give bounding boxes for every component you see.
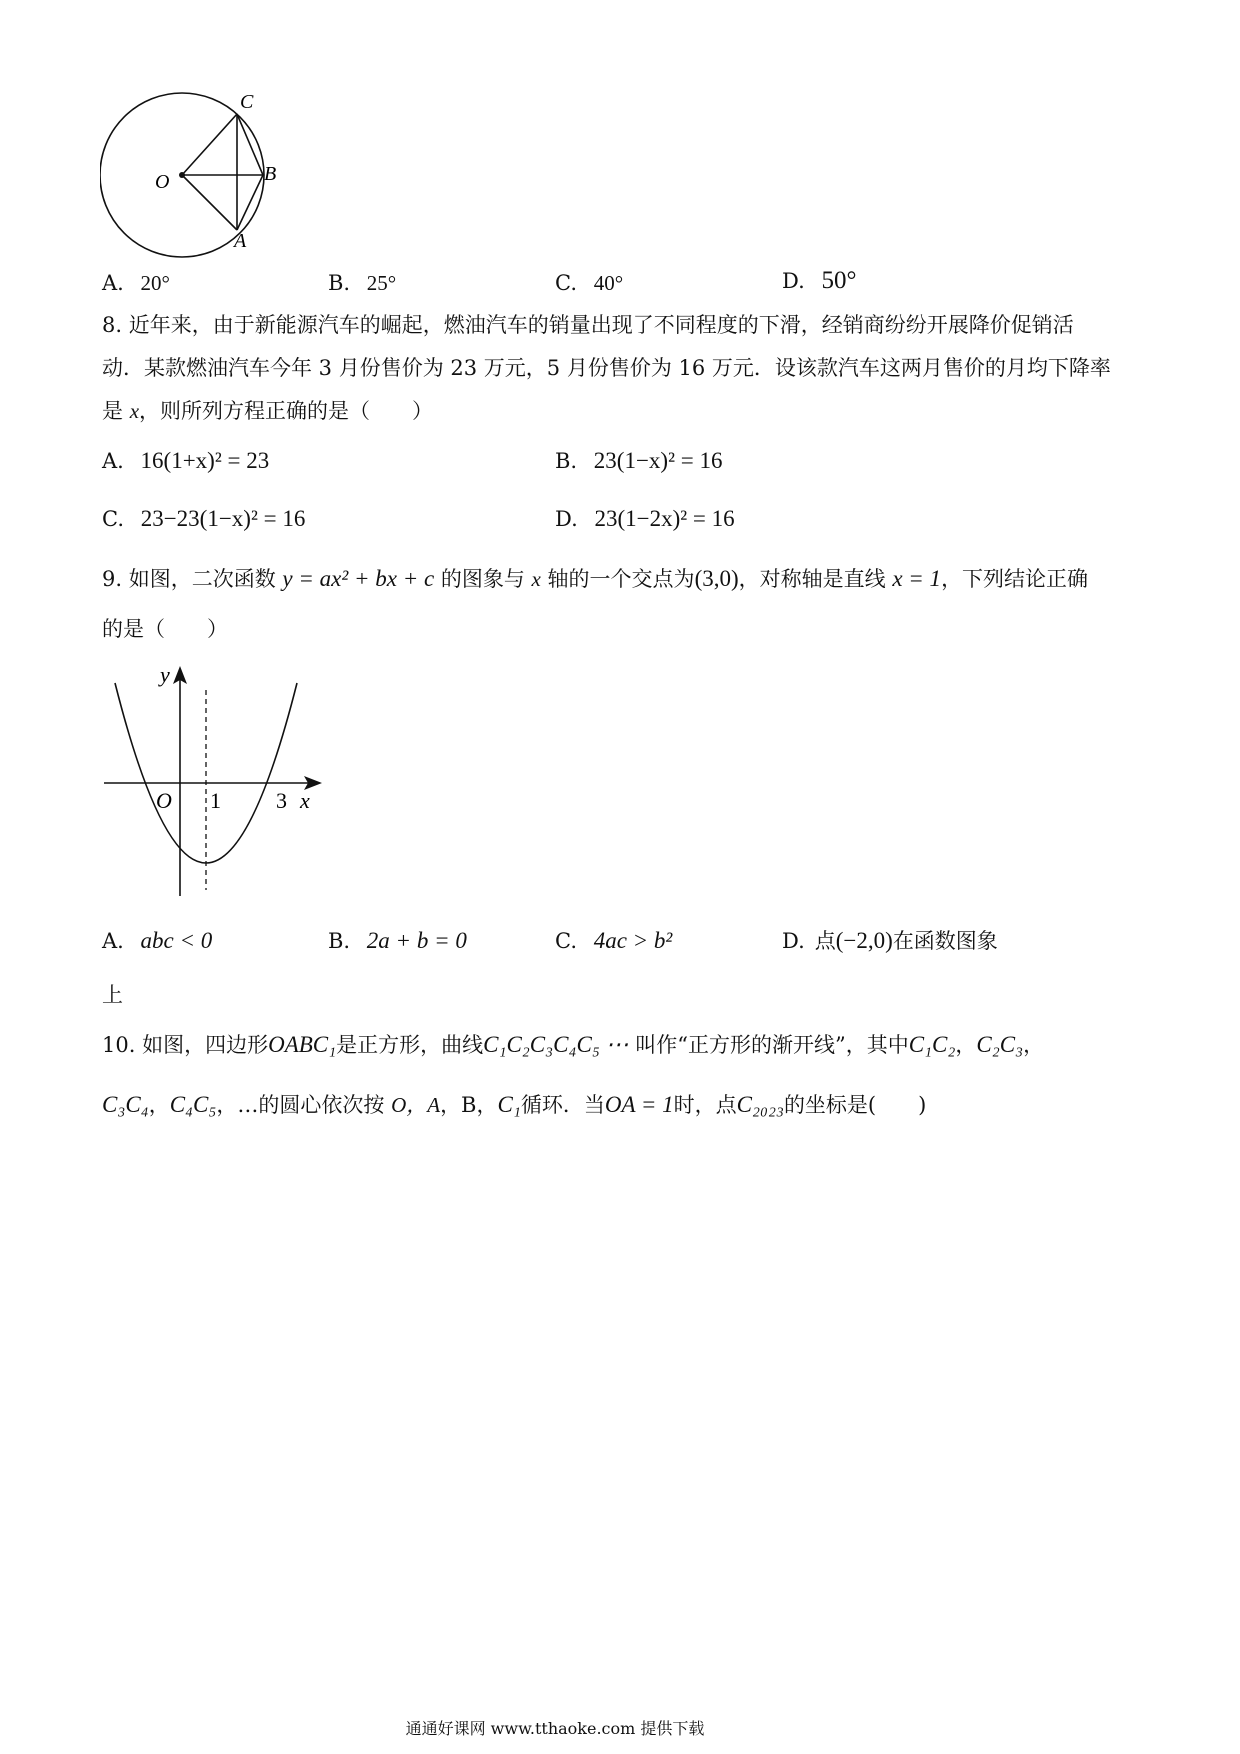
q10-condition: OA = 1 <box>604 1092 674 1117</box>
q7-option-d <box>782 266 856 296</box>
q10-line1-a: 10. 如图，四边形 <box>102 1033 269 1057</box>
q9-option-c <box>555 926 672 956</box>
q10-line2 <box>102 1090 926 1120</box>
label-b: B <box>264 163 277 185</box>
q9-line1-e: ，下列结论正确 <box>941 567 1089 591</box>
option-label: A. <box>102 449 124 473</box>
q9-function: y = ax² + bx + c <box>282 566 435 591</box>
q10-line1-c: 叫作“正方形的渐开线”，其中 <box>628 1033 909 1057</box>
q9-line1-c: 轴的一个交点为 <box>540 567 695 591</box>
q7-option-a <box>102 268 170 298</box>
option-label: D. <box>782 929 805 953</box>
q10-line2-c: 循环．当 <box>520 1093 605 1117</box>
option-formula: 16(1+x)² = 23 <box>140 448 270 473</box>
option-label: A. <box>102 929 124 953</box>
segment-cb <box>237 114 263 175</box>
q9-line1-d: ，对称轴是直线 <box>738 567 893 591</box>
parabola-graph <box>100 658 325 903</box>
option-text: 50° <box>821 267 857 294</box>
option-formula: 2a + b = 0 <box>366 928 467 953</box>
q8-line3-b: ，则所列方程正确的是（ ） <box>139 399 434 423</box>
q8-line2: 动．某款燃油汽车今年 3 月份售价为 23 万元，5 月份售价为 16 万元．设该款汽车这两月售价的月均下降率 <box>102 356 1111 380</box>
y-axis-label: y <box>160 662 170 687</box>
q9-axis-of-symmetry: x = 1 <box>892 566 942 591</box>
option-label: D. <box>782 269 805 293</box>
q10-line2-d: 时，点 <box>673 1093 737 1117</box>
option-label: A. <box>102 271 124 295</box>
label-a: A <box>234 230 247 252</box>
option-text: 20° <box>140 271 170 295</box>
q9-line2: 的是（ ） <box>102 617 228 641</box>
option-text: 25° <box>366 271 397 295</box>
option-text-a: 点 <box>814 929 836 953</box>
q10-target-point: C₂₀₂₃ <box>736 1092 784 1117</box>
q9-line1-b: 的图象与 <box>434 567 532 591</box>
origin-label: O <box>156 788 172 813</box>
option-formula: 23(1−2x)² = 16 <box>594 506 735 531</box>
q9-line1-a: 9. 如图，二次函数 <box>102 567 283 591</box>
q10-line1 <box>102 1030 1044 1060</box>
q9-intersection-point: (3,0) <box>694 566 739 591</box>
q8-option-d <box>555 504 735 534</box>
q8-option-c <box>102 504 305 534</box>
q10-arc-3: C₃C₄ <box>102 1092 149 1117</box>
q10-separator: ， <box>955 1033 977 1057</box>
q8-line1: 8. 近年来，由于新能源汽车的崛起，燃油汽车的销量出现了不同程度的下滑，经销商纷纷开展降价促销活 <box>102 313 1074 337</box>
q8-option-a <box>102 446 269 476</box>
q10-line2-a: ，…的圆心依次按 <box>216 1093 392 1117</box>
q9-line1 <box>102 564 1088 594</box>
q7-option-b <box>328 268 396 298</box>
q10-arc-2: C₂C₃ <box>976 1032 1024 1057</box>
q10-centers: O，A <box>391 1093 441 1117</box>
option-label: C. <box>555 271 577 295</box>
q8-line3 <box>102 396 433 426</box>
x-axis-label: x <box>300 788 310 813</box>
q10-c1: C₁ <box>497 1092 521 1117</box>
option-formula: abc < 0 <box>140 928 213 953</box>
option-label: B. <box>555 449 578 473</box>
q8-var-x: x <box>129 399 140 423</box>
q10-arc-1: C₁C₂ <box>908 1032 956 1057</box>
center-point <box>179 172 185 178</box>
segment-oa <box>182 175 237 230</box>
q9-option-d-wrap: 上 <box>102 983 123 1007</box>
q10-separator: ， <box>1023 1033 1045 1057</box>
label-c: C <box>240 91 254 113</box>
option-text-b: 在函数图象 <box>892 929 998 953</box>
option-label: B. <box>328 271 351 295</box>
q9-option-b <box>328 926 467 956</box>
option-label: B. <box>328 929 351 953</box>
option-text: 40° <box>593 271 624 295</box>
segment-oc <box>182 114 237 175</box>
option-formula: 23(1−x)² = 16 <box>593 448 723 473</box>
option-label: C. <box>555 929 577 953</box>
q10-square-name: OABC₁ <box>268 1032 337 1057</box>
circle-figure <box>100 90 300 270</box>
q10-line2-e: 的坐标是( ) <box>783 1093 927 1117</box>
q8-option-b <box>555 446 722 476</box>
q10-line1-b: 是正方形，曲线 <box>336 1033 484 1057</box>
page-footer: 通通好课网 www.tthaoke.com 提供下载 <box>405 1719 705 1738</box>
q9-option-d <box>782 926 998 956</box>
q9-var-x: x <box>531 567 541 591</box>
option-formula: 4ac > b² <box>593 928 673 953</box>
q9-option-a <box>102 926 212 956</box>
tick-label-1: 1 <box>210 788 221 813</box>
option-formula: 23−23(1−x)² = 16 <box>140 506 306 531</box>
q10-arc-4: C₄C₅ <box>169 1092 217 1117</box>
option-point: (−2,0) <box>835 928 893 953</box>
q10-separator: ， <box>148 1093 170 1117</box>
label-o: O <box>155 171 170 193</box>
option-label: D. <box>555 507 578 531</box>
q10-curve-name: C₁C₂C₃C₄C₅ ⋯ <box>483 1032 629 1057</box>
option-label: C. <box>102 507 124 531</box>
tick-label-3: 3 <box>276 788 287 813</box>
q8-line3-a: 是 <box>102 399 130 423</box>
q7-option-c <box>555 268 623 298</box>
q10-line2-b: ，B， <box>440 1093 498 1117</box>
